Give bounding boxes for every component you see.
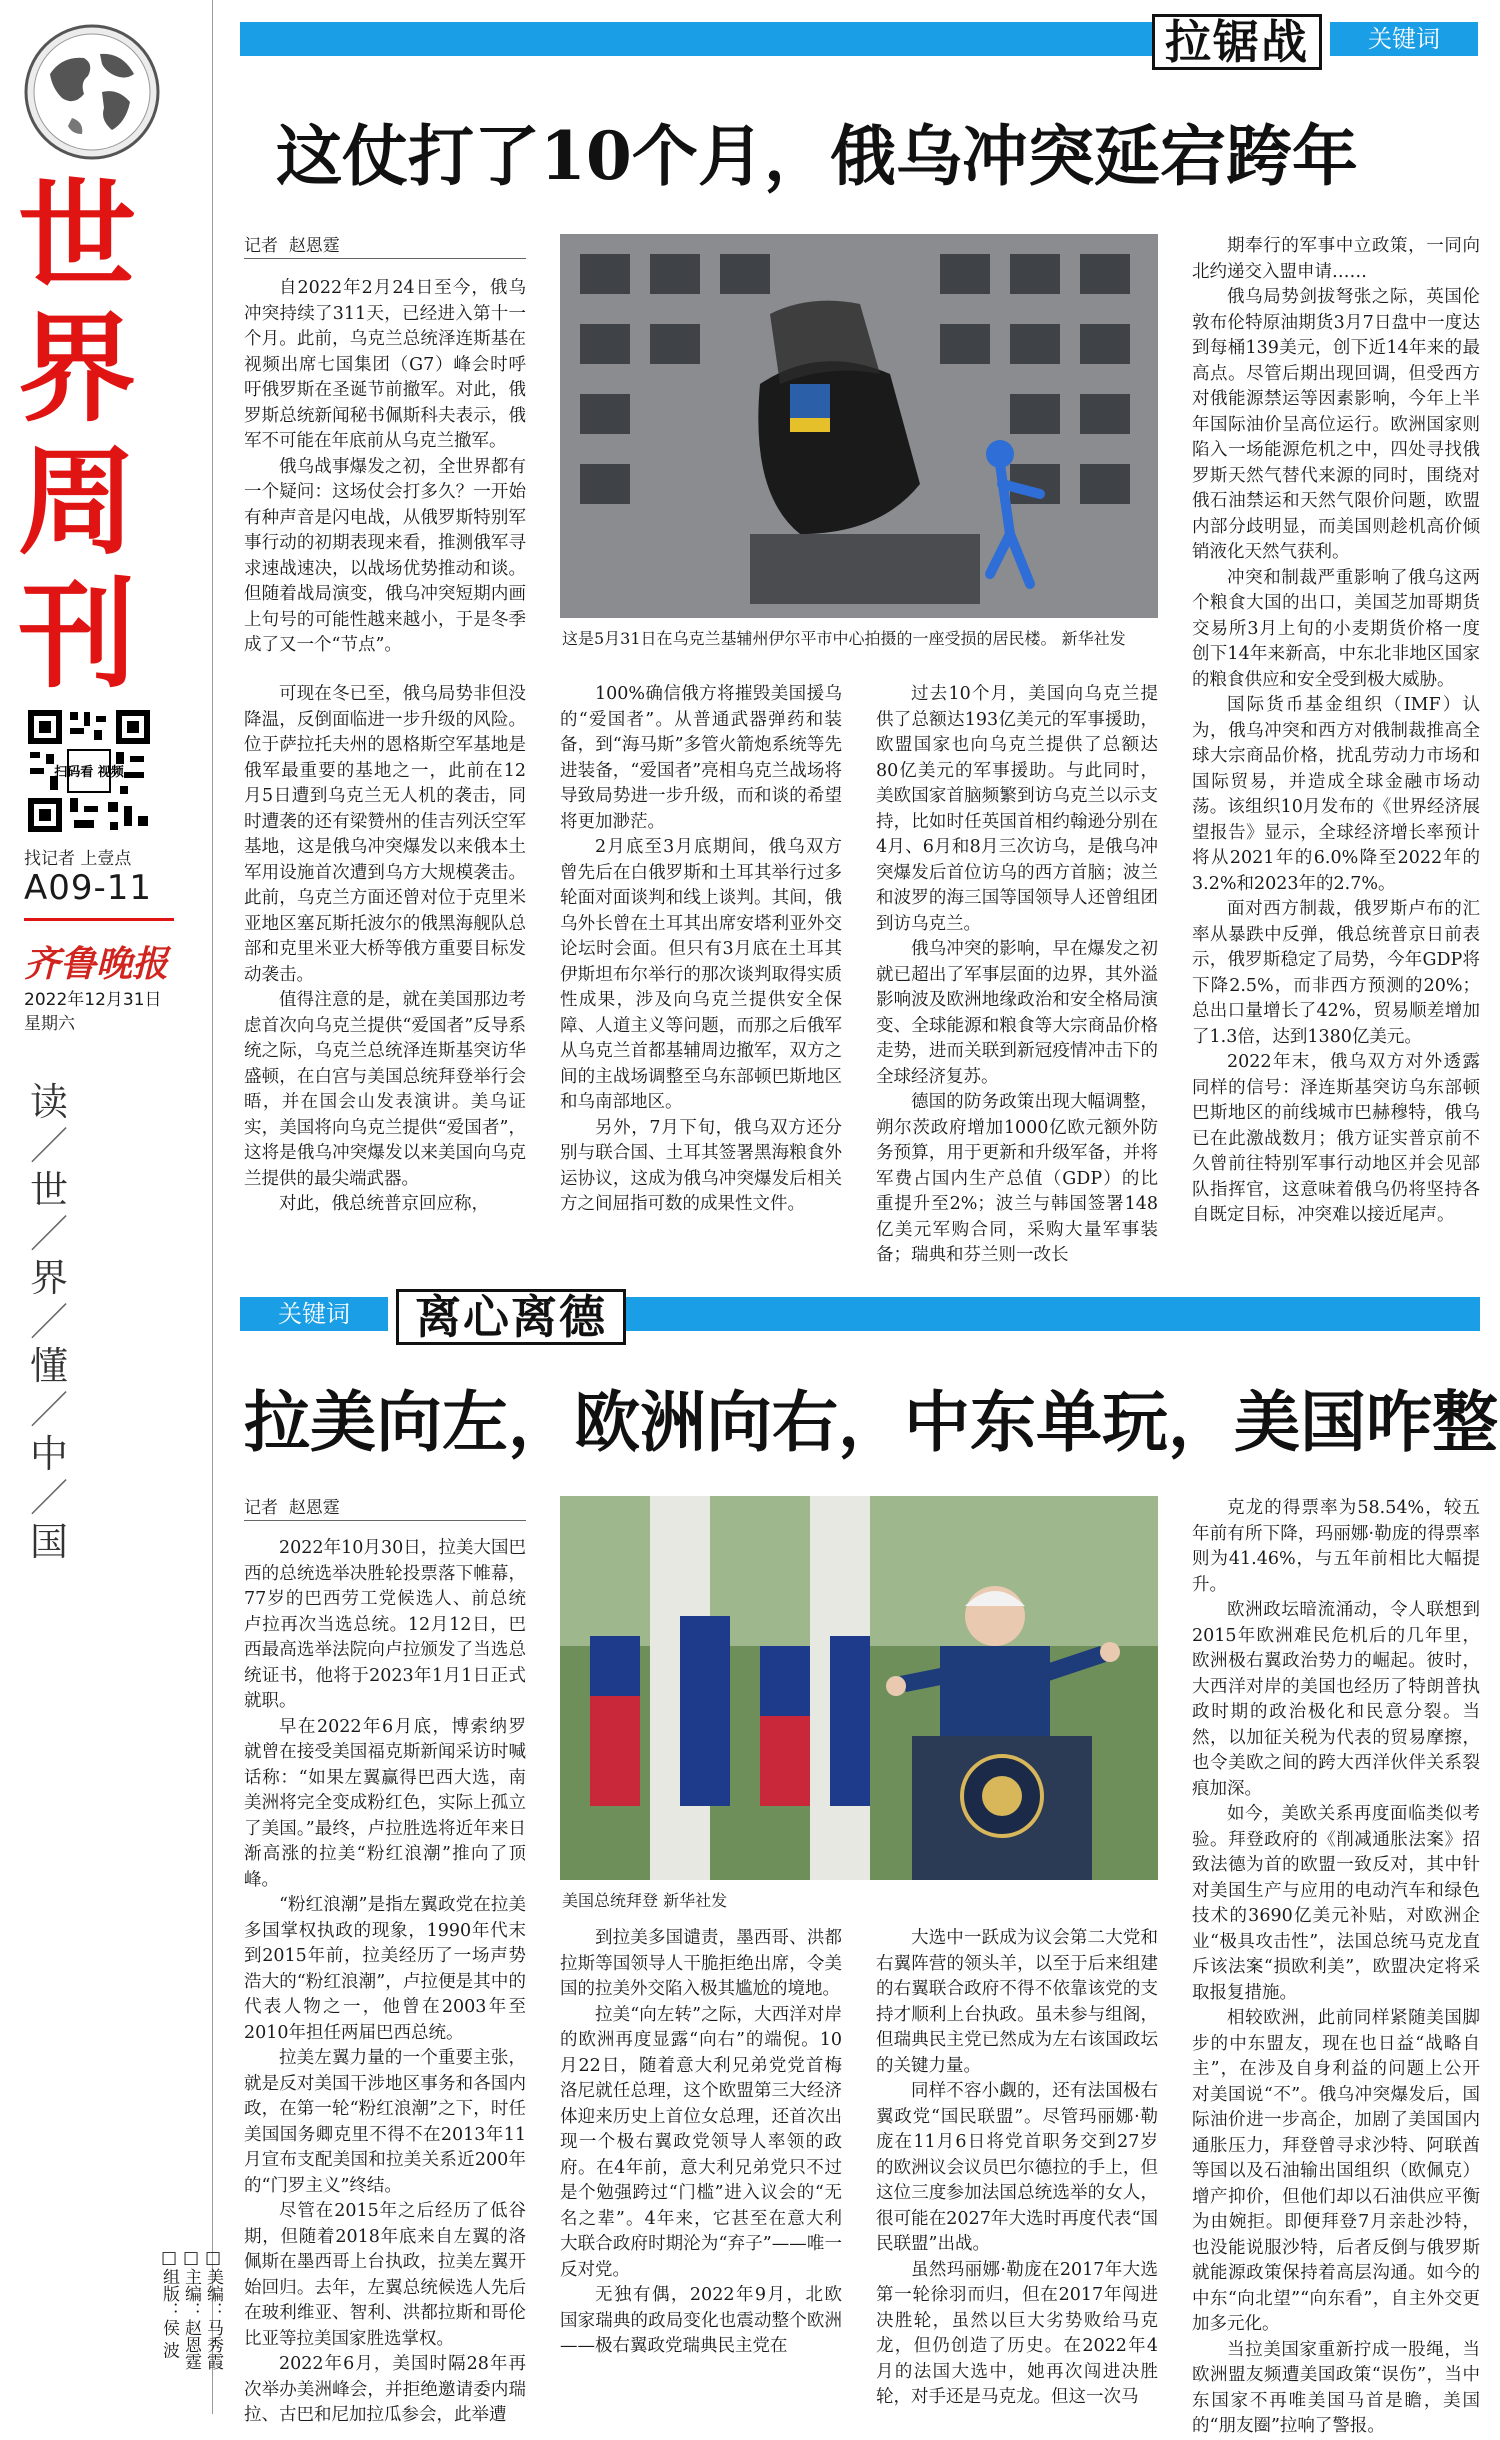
story2-column-1 [244, 1536, 526, 2425]
paragraph: 到拉美多国谴责，墨西哥、洪都拉斯等国领导人干脆拒绝出席，令美国的拉美外交陷入极其尴尬的境地。 [560, 1928, 842, 1999]
paragraph: 如今，美欧关系再度面临类似考验。拜登政府的《削减通胀法案》招致法德为首的欧盟一致反对，其中针对美国生产与应用的电动汽车和绿色技术的3690亿美元补贴，对欧洲企业“极具攻击性”，法国总统马克龙直斥该法案“损欧利美”，欧盟决定将采取报复措施。 [1192, 1804, 1480, 2003]
damaged-building-illustration [560, 234, 1158, 618]
slogan-slash: ／ [29, 1388, 68, 1432]
paragraph: 虽然玛丽娜·勒庞在2017年大选第一轮徐羽而归，但在2017年闯进决胜轮，虽然以巨大劣势败给马克龙，但仍创造了历史。在2022年4月的法国大选中，她再次闯进决胜轮，对手还是马克龙。但这一次马 [876, 2259, 1158, 2407]
story1-column-4 [1192, 234, 1480, 1225]
story2-photo-biden [560, 1496, 1158, 1880]
sidebar-red-rule [24, 918, 174, 921]
story2-column-3 [876, 1926, 1158, 2406]
byline-label: 记者 [244, 236, 278, 256]
byline-label: 记者 [244, 1498, 278, 1518]
paragraph: 俄乌局势剑拔弩张之际，英国伦敦布伦特原油期货3月7日盘中一度达到每桶139美元，创下近14年来的最高点。尽管后期出现回调，但受西方对俄能源禁运等因素影响，今年上半年国际油价呈高位运行。欧洲国家则陷入一场能源危机之中，四处寻找俄罗斯天然气替代来源的同时，围绕对俄石油禁运和天然气限价问题，欧盟内部分歧明显，而美国则趁机高价倾销液化天然气获利。 [1192, 287, 1480, 562]
slogan-vertical [24, 1080, 74, 1564]
issue-date [24, 988, 162, 1036]
story1-column-2 [560, 682, 842, 1220]
newspaper-name: 齐鲁晚报 [24, 943, 169, 985]
qr-label: 扫码看 视频 [54, 765, 124, 780]
paragraph: 2月底至3月底期间，俄乌双方曾先后在白俄罗斯和土耳其举行过多轮面对面谈判和线上谈判。其间，俄乌外长曾在土耳其出席安塔利亚外交论坛时会面。但只有3月底在土耳其伊斯坦布尔举行的那次谈判取得实质性成果，涉及向乌克兰提供安全保障、人道主义等问题，而那之后俄军从乌克兰首都基辅周边撤军，双方之间的主战场调整至乌东部顿巴斯地区和乌南部地区。 [560, 837, 842, 1112]
paragraph: 早在2022年6月底，博索纳罗就曾在接受美国福克斯新闻采访时喊话称：“如果左翼赢得巴西大选，南美洲将完全变成粉红色，实际上孤立了美国。”最终，卢拉胜选将近年来日渐高涨的拉美“粉红浪潮”推向了顶峰。 [244, 1716, 526, 1890]
page-range: A09-11 [24, 868, 153, 908]
editor-credits [160, 2248, 224, 2408]
paragraph: 期奉行的军事中立政策，一同向北约递交入盟申请…… [1192, 236, 1480, 282]
brand-line-2: 周刊 [18, 433, 133, 704]
paragraph: 克龙的得票率为58.54%，较五年前有所下降，玛丽娜·勒庞的得票率则为41.46%，与五年前相比大幅提升。 [1192, 1498, 1480, 1595]
issue-date-text: 2022年12月31日 [24, 990, 162, 1010]
paragraph: 自2022年2月24日至今，俄乌冲突持续了311天，已经进入第十一个月。此前，乌克兰总统泽连斯基在视频出席七国集团（G7）峰会时呼吁俄罗斯在圣诞节前撤军。对此，俄罗斯总统新闻秘书佩斯科夫表示，俄军不可能在年底前从乌克兰撤军。 [244, 278, 526, 451]
issue-weekday: 星期六 [24, 1014, 75, 1034]
slogan-slash: ／ [29, 1212, 68, 1256]
paragraph: 2022年末，俄乌双方对外透露同样的信号：泽连斯基突访乌东部顿巴斯地区的前线城市巴赫穆特，俄乌已在此激战数月；俄方证实普京前不久曾前往特别军事行动地区并会见部队指挥官，这意味着俄乌仍将坚持各自既定目标，冲突难以接近尾声。 [1192, 1052, 1480, 1225]
paragraph: 俄乌战事爆发之初，全世界都有一个疑问：这场仗会打多久？一开始有种声音是闪电战，从俄罗斯特别军事行动的初期表现来看，推测俄军寻求速战速决，以战场优势推动和谈。但随着战局演变，俄乌冲突短期内画上句号的可能性越来越小，于是冬季成了又一个“节点”。 [244, 456, 526, 655]
story1-photo-damaged-building [560, 234, 1158, 618]
story2-keyword-label: 关键词 [240, 1297, 388, 1331]
paragraph: 无独有偶，2022年9月，北欧国家瑞典的政局变化也震动整个欧洲——极右翼政党瑞典民主党在 [560, 2285, 842, 2356]
story1-column-1-continued [244, 682, 526, 1220]
paragraph: 对此，俄总统普京回应称， [279, 1194, 489, 1214]
story2-keyword: 离心离德 [396, 1289, 626, 1345]
slogan-char: 读 [29, 1080, 68, 1124]
story1-photo-caption: 这是5月31日在乌克兰基辅州伊尔平市中心拍摄的一座受损的居民楼。 新华社发 [562, 629, 1126, 648]
story2-headline: 拉美向左，欧洲向右，中东单玩，美国咋整 [244, 1383, 1498, 1461]
slogan-char: 世 [29, 1168, 68, 1212]
story2-column-4 [1192, 1496, 1480, 2436]
paragraph: 冲突和制裁严重影响了俄乌这两个粮食大国的出口，美国芝加哥期货交易所3月上旬的小麦期货价格一度创下14年来新高，中东北非地区国家的粮食供应和安全受到极大威胁。 [1192, 567, 1480, 690]
paragraph: 值得注意的是，就在美国那边考虑首次向乌克兰提供“爱国者”反导系统之际，乌克兰总统泽连斯基突访华盛顿，在白宫与美国总统拜登举行会晤，并在国会山发表演讲。美乌证实，美国将向乌克兰提供“爱国者”，这将是俄乌冲突爆发以来美国向乌克兰提供的最尖端武器。 [244, 990, 526, 1189]
story1-column-3 [876, 682, 1158, 1265]
paragraph: 国际货币基金组织（IMF）认为，俄乌冲突和西方对俄制裁推高全球大宗商品价格，扰乱劳动力市场和国际贸易，并造成全球金融市场动荡。该组织10月发布的《世界经济展望报告》显示，全球经济增长率预计将从2021年的6.0%降至2022年的3.2%和2023年的2.7%。 [1192, 695, 1480, 894]
story1-headline: 这仗打了10个月，俄乌冲突延宕跨年 [276, 117, 1358, 195]
paragraph: 德国的防务政策出现大幅调整，朔尔茨政府增加1000亿欧元额外防务预算，用于更新和升级军备，并将军费占国内生产总值（GDP）的比重提升至2%；波兰与韩国签署148亿美元军购合同，采购大量军事装备；瑞典和芬兰则一改长 [876, 1092, 1158, 1265]
story2-header-bar [626, 1297, 1480, 1331]
paragraph: 大选中一跃成为议会第二大党和右翼阵营的领头羊，以至于后来组建的右翼联合政府不得不依靠该党的支持才顺利上台执政。虽未参与组阁，但瑞典民主党已然成为左右该国政坛的关键力量。 [876, 1928, 1158, 2076]
biden-podium-illustration [560, 1496, 1158, 1880]
brand-title [18, 167, 188, 704]
paragraph: 俄乌冲突的影响，早在爆发之初就已超出了军事层面的边界，其外溢影响波及欧洲地缘政治和安全格局演变、全球能源和粮食等大宗商品价格走势，进而关联到新冠疫情冲击下的全球经济复苏。 [876, 939, 1158, 1087]
story1-keyword-label: 关键词 [1330, 22, 1478, 56]
qr-code[interactable] [24, 706, 154, 836]
paragraph: 可现在冬已至，俄乌局势非但没降温，反倒面临进一步升级的风险。位于萨拉托夫州的恩格斯空军基地是俄军最重要的基地之一，此前在12月5日遭到乌克兰无人机的袭击，同时遭袭的还有梁赞州的佳吉列沃空军基地，这是俄乌冲突爆发以来俄本土军用设施首次遭到乌方大规模袭击。此前，乌克兰方面还曾对位于克里米亚地区塞瓦斯托波尔的俄黑海舰队总部和克里米亚大桥等俄方重要目标发动袭击。 [244, 684, 526, 985]
paragraph: 面对西方制裁，俄罗斯卢布的汇率从暴跌中反弹，俄总统普京日前表示，俄罗斯稳定了局势，今年GDP将下降2.5%，而非西方预测的20%；总出口量增长了42%，贸易顺差增加了1.3倍，达到1380亿美元。 [1192, 899, 1480, 1047]
editor-credit-1: □美编：马秀霞 [203, 2248, 223, 2370]
story2-byline-rule [244, 1520, 526, 1521]
paragraph: 相较欧洲，此前同样紧随美国脚步的中东盟友，现在也日益“战略自主”，在涉及自身利益的问题上公开对美国说“不”。俄乌冲突爆发后，国际油价进一步高企，加剧了美国国内通胀压力，拜登曾寻求沙特、阿联酋等国以及石油输出国组织（欧佩克）增产抑价，但他们却以石油供应平衡为由婉拒。即便拜登7月亲赴沙特，也没能说服沙特，后者反倒与俄罗斯就能源政策保持着高层沟通。如今的中东“向北望”“向东看”，自主外交更加多元化。 [1192, 2008, 1480, 2334]
editor-credit-2: □主编：赵恩霆 [181, 2248, 201, 2370]
paragraph: 另外，7月下旬，俄乌双方还分别与联合国、土耳其签署黑海粮食外运协议，这成为俄乌冲突爆发后相关方之间屈指可数的成果性文件。 [560, 1117, 842, 1214]
slogan-slash: ／ [29, 1476, 68, 1520]
paragraph: “粉红浪潮”是指左翼政党在拉美多国掌权执政的现象，1990年代末到2015年前，拉美经历了一场声势浩大的“粉红浪潮”，卢拉便是其中的代表人物之一，他曾在2003年至2010年担任两届巴西总统。 [244, 1895, 526, 2043]
story2-photo-caption: 美国总统拜登 新华社发 [562, 1891, 728, 1910]
paragraph: 欧洲政坛暗流涌动，令人联想到2015年欧洲难民危机后的几年里，欧洲极右翼政治势力的崛起。彼时，大西洋对岸的美国也经历了特朗普执政时期的政治极化和民意分裂。当然，以加征关税为代表的贸易摩擦，也令美欧之间的跨大西洋伙伴关系裂痕加深。 [1192, 1600, 1480, 1799]
story1-header-bar [240, 22, 1152, 56]
paragraph: 拉美“向左转”之际，大西洋对岸的欧洲再度显露“向右”的端倪。10月22日，随着意大利兄弟党党首梅洛尼就任总理，这个欧盟第三大经济体迎来历史上首位女总理，还首次出现一个极右翼政党领导人率领的政府。在4年前，意大利兄弟党只不过是个勉强跨过“门槛”进入议会的“无名之辈”。4年来，它甚至在意大利大联合政府时期沦为“弃子”——唯一反对党。 [560, 2004, 842, 2280]
slogan-char: 懂 [29, 1344, 68, 1388]
paragraph: 拉美左翼力量的一个重要主张，就是反对美国干涉地区事务和各国内政，在第一轮“粉红浪潮”之下，时任美国国务卿克里不得不在2013年11月宣布支配美国和拉美关系近200年的“门罗主义”终结。 [244, 2048, 526, 2196]
slogan-char: 中 [29, 1432, 68, 1476]
paragraph: 过去10个月，美国向乌克兰提供了总额达193亿美元的军事援助，欧盟国家也向乌克兰提供了总额达80亿美元的军事援助。与此同时，美欧国家首脑频繁到访乌克兰以示支持，比如时任英国首相约翰逊分别在4月、6月和8月三次访乌，是俄乌冲突爆发后首位访乌的西方首脑；波兰和波罗的海三国等国领导人还曾组团到访乌克兰。 [876, 684, 1158, 934]
story2-byline [244, 1496, 340, 1520]
globe-icon [22, 22, 162, 162]
story2-column-2 [560, 1926, 842, 2406]
slogan-char: 国 [29, 1520, 68, 1564]
story1-column-1 [244, 276, 526, 672]
brand-line-1: 世界 [18, 167, 133, 438]
sidebar-divider [212, 0, 213, 2414]
byline-name: 赵恩霆 [288, 236, 340, 256]
slogan-slash: ／ [29, 1300, 68, 1344]
paragraph: 同样不容小觑的，还有法国极右翼政党“国民联盟”。尽管玛丽娜·勒庞在11月6日将党首职务交到27岁的欧洲议会议员巴尔德拉的手上，但这位三度参加法国总统选举的女人，很可能在2027年大选时再度代表“国民联盟”出战。 [876, 2081, 1158, 2254]
paragraph: 100%确信俄方将摧毁美国援乌的“爱国者”。从普通武器弹药和装备，到“海马斯”多管火箭炮系统等先进装备，“爱国者”亮相乌克兰战场将导致局势进一步升级，而和谈的希望将更加渺茫。 [560, 684, 842, 832]
slogan-slash: ／ [29, 1124, 68, 1168]
byline-name: 赵恩霆 [288, 1498, 340, 1518]
story1-keyword: 拉锯战 [1152, 14, 1322, 70]
editor-credit-3: □组版：侯 波 [159, 2248, 179, 2359]
slogan-char: 界 [29, 1256, 68, 1300]
paragraph: 尽管在2015年之后经历了低谷期，但随着2018年底来自左翼的洛佩斯在墨西哥上台执政，拉美左翼开始回归。去年，左翼总统候选人先后在玻利维亚、智利、洪都拉斯和哥伦比亚等拉美国家胜选掌权。 [244, 2201, 526, 2349]
story1-byline [244, 234, 340, 258]
masthead-sidebar [0, 0, 222, 2414]
story1-byline-rule [244, 258, 526, 259]
paragraph: 2022年6月，美国时隔28年再次举办美洲峰会，并拒绝邀请委内瑞拉、古巴和尼加拉瓜参会，此举遭 [244, 2354, 526, 2425]
paragraph: 2022年10月30日，拉美大国巴西的总统选举决胜轮投票落下帷幕，77岁的巴西劳工党候选人、前总统卢拉再次当选总统。12月12日，巴西最高选举法院向卢拉颁发了当选总统证书，他将于2023年1月1日正式就职。 [244, 1538, 526, 1711]
qr-caption: 找记者 上壹点 [24, 849, 132, 869]
paragraph: 当拉美国家重新拧成一股绳，当欧洲盟友频遭美国政策“误伤”，当中东国家不再唯美国马首是瞻，美国的“朋友圈”拉响了警报。 [1192, 2339, 1480, 2436]
